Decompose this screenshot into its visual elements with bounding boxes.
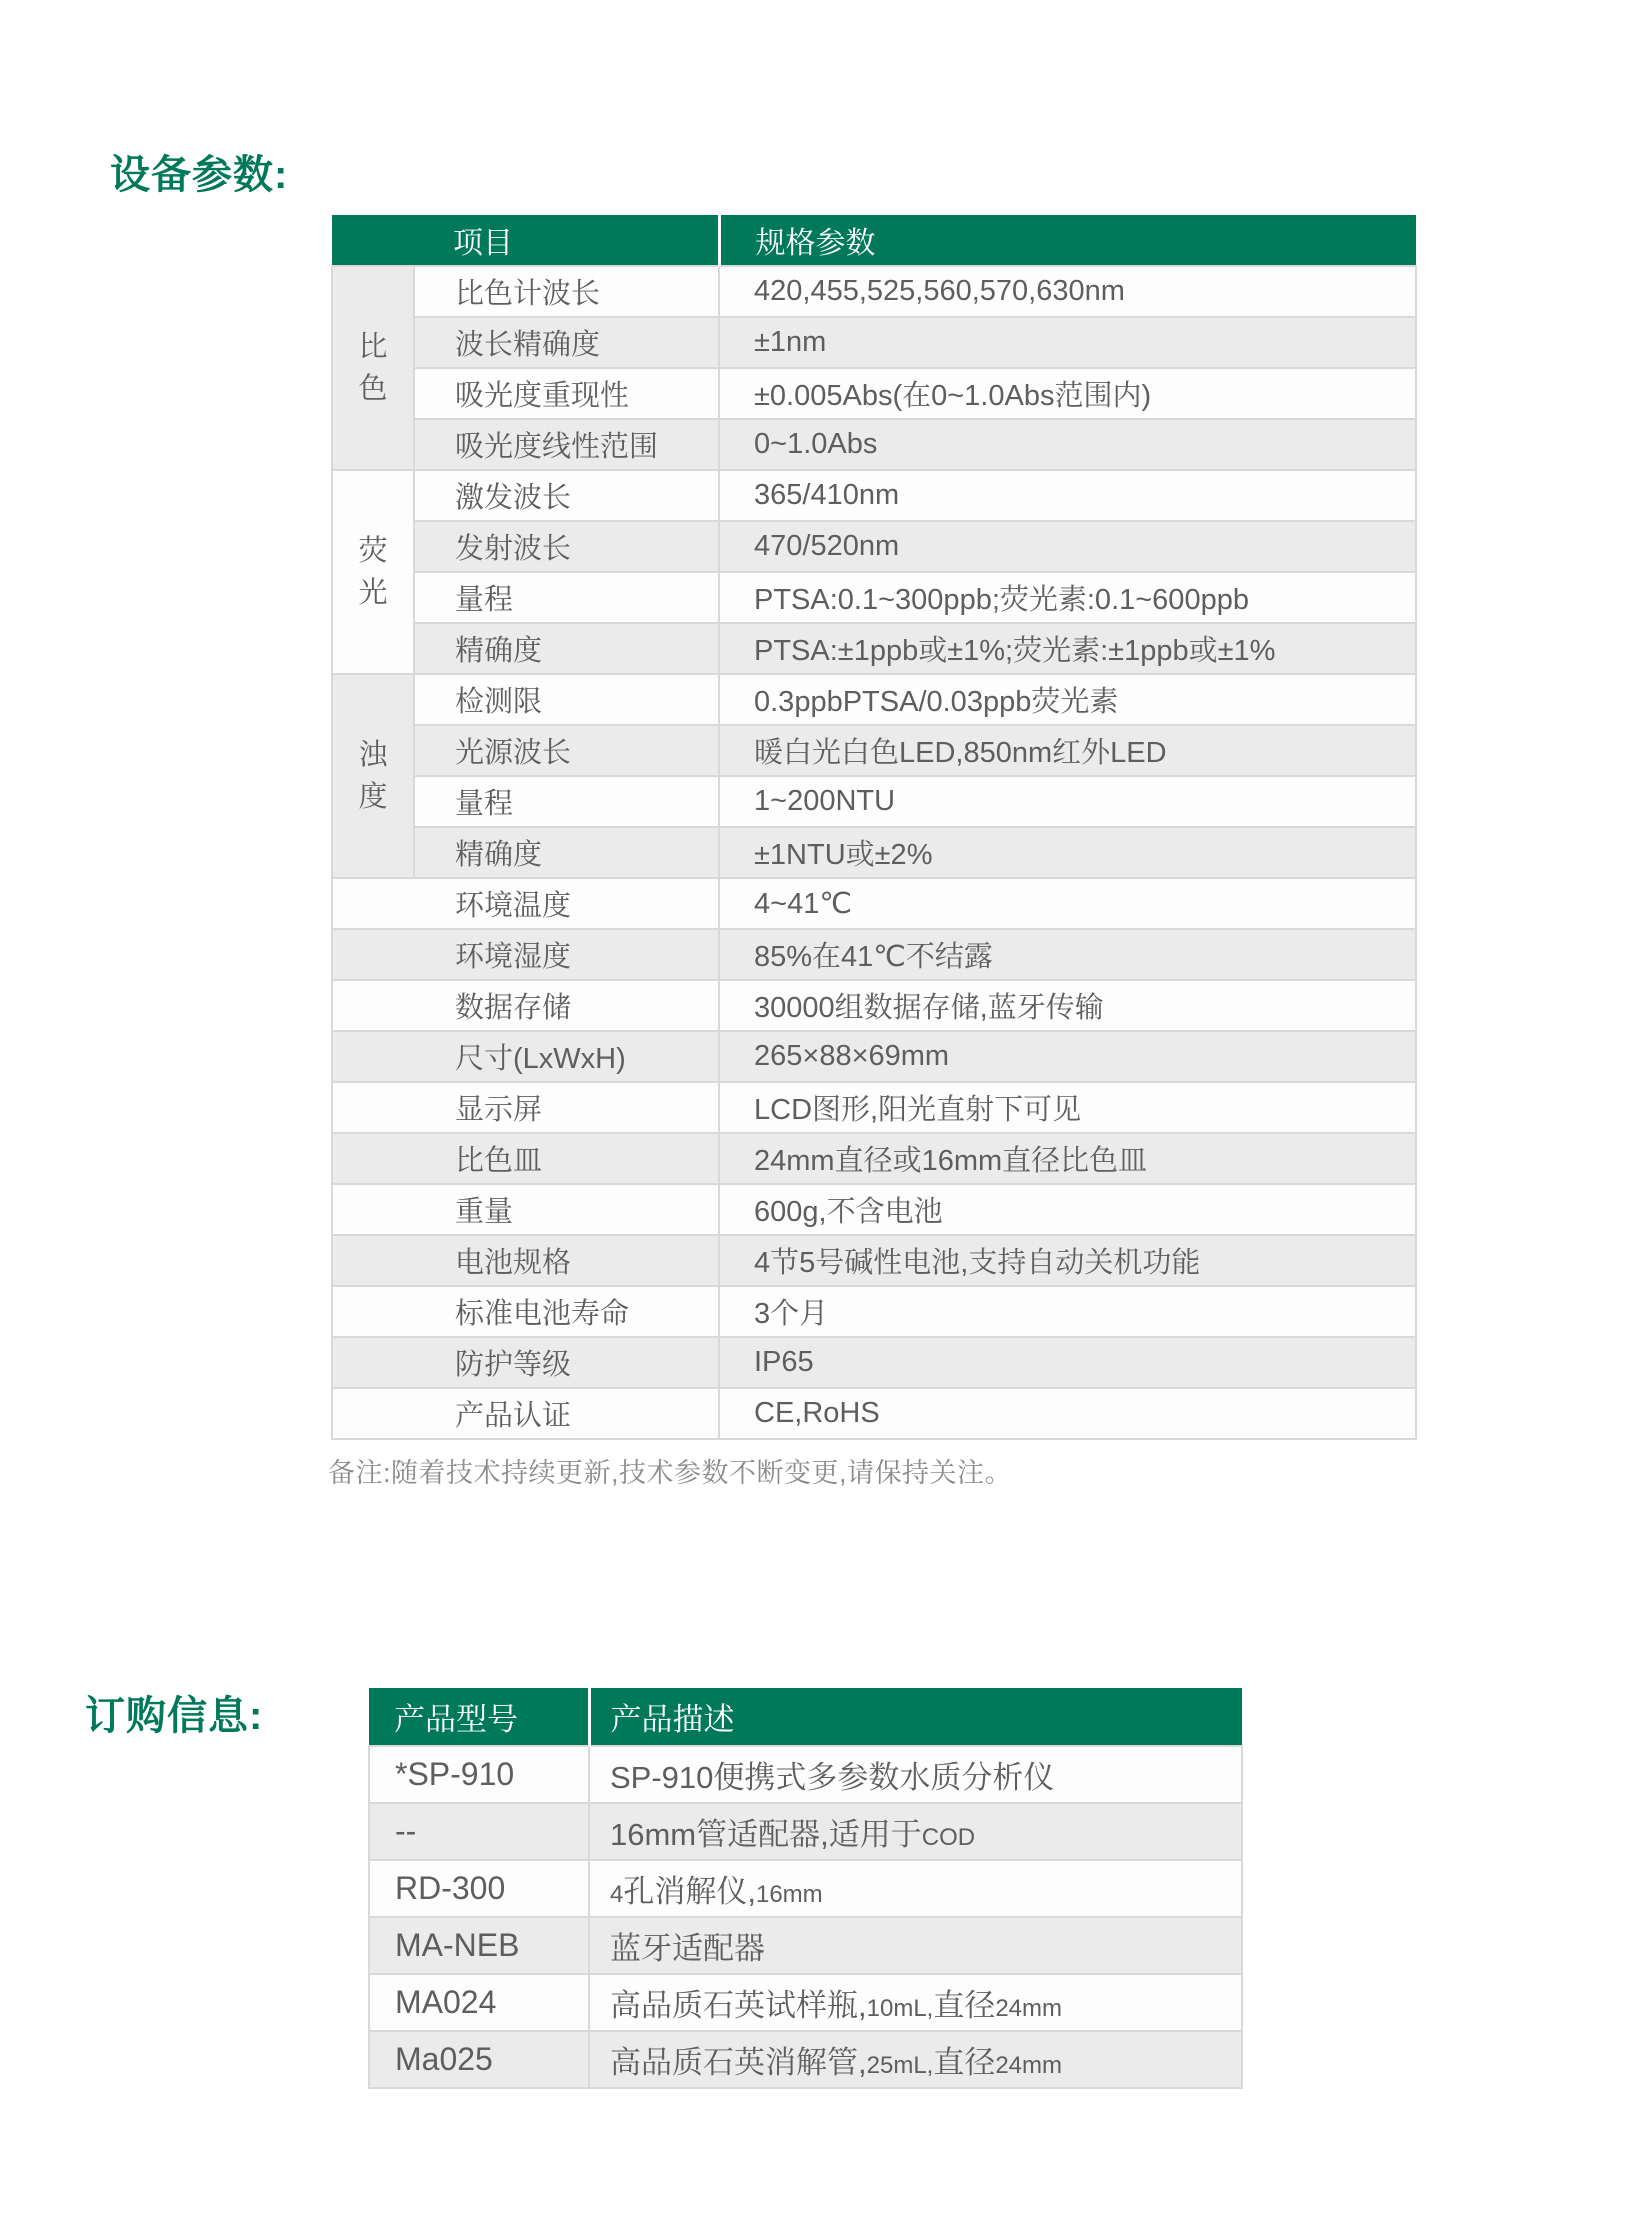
order-desc-segment: 16mm (755, 1881, 823, 1908)
order-model-cell: *SP-910 (369, 1746, 589, 1803)
order-desc-cell (589, 1746, 1242, 1803)
spec-row (332, 1388, 1416, 1439)
spec-value-cell: PTSA:0.1~300ppb;荧光素:0.1~600ppb (719, 572, 1416, 623)
order-model-cell: -- (369, 1803, 589, 1860)
spec-group-cell (332, 470, 414, 674)
spec-row (332, 1133, 1416, 1184)
spec-row (332, 317, 1416, 368)
spec-group-char: 荧 (358, 535, 388, 567)
spec-table-body (332, 266, 1416, 1439)
spec-item-cell: 电池规格 (332, 1235, 719, 1286)
spec-row (332, 776, 1416, 827)
spec-row (332, 1337, 1416, 1388)
spec-value-cell: 暖白光白色LED,850nm红外LED (719, 725, 1416, 776)
order-desc-segment: 10mL, (866, 1995, 934, 2022)
spec-value-cell: 0~1.0Abs (719, 419, 1416, 470)
order-desc-segment: 25mL, (866, 2052, 934, 2079)
spec-row (332, 1235, 1416, 1286)
spec-value-cell: 365/410nm (719, 470, 1416, 521)
spec-item-cell: 数据存储 (332, 980, 719, 1031)
order-desc-cell (589, 1917, 1242, 1974)
spec-note: 备注:随着技术持续更新,技术参数不断变更,请保持关注。 (328, 1458, 1013, 1488)
order-row (369, 1917, 1242, 1974)
spec-value-cell: 85%在41℃不结露 (719, 929, 1416, 980)
order-info-title: 订购信息: (85, 1694, 264, 1738)
order-model-cell: RD-300 (369, 1860, 589, 1917)
order-desc-segment: 24mm (995, 2052, 1063, 2079)
spec-item-cell: 量程 (414, 572, 719, 623)
order-desc-cell (589, 1803, 1242, 1860)
spec-row (332, 929, 1416, 980)
spec-value-cell: 600g,不含电池 (719, 1184, 1416, 1235)
spec-value-cell: ±0.005Abs(在0~1.0Abs范围内) (719, 368, 1416, 419)
order-row (369, 1746, 1242, 1803)
order-desc-cell (589, 2031, 1242, 2088)
order-header-model: 产品型号 (369, 1688, 589, 1746)
order-desc-segment: COD (921, 1824, 976, 1851)
spec-value-cell: 30000组数据存储,蓝牙传输 (719, 980, 1416, 1031)
spec-value-cell: ±1nm (719, 317, 1416, 368)
spec-row (332, 470, 1416, 521)
order-desc-segment: 直径 (933, 1988, 996, 2023)
spec-item-cell: 波长精确度 (414, 317, 719, 368)
spec-header-item: 项目 (332, 215, 719, 266)
spec-group-char: 色 (358, 373, 388, 405)
spec-item-cell: 激发波长 (414, 470, 719, 521)
spec-row (332, 878, 1416, 929)
spec-item-cell: 比色皿 (332, 1133, 719, 1184)
order-desc-cell (589, 1974, 1242, 2031)
order-desc-segment: 24mm (995, 1995, 1063, 2022)
order-header-row (369, 1688, 1242, 1746)
spec-value-cell: ±1NTU或±2% (719, 827, 1416, 878)
spec-row (332, 674, 1416, 725)
spec-value-cell: 470/520nm (719, 521, 1416, 572)
spec-item-cell: 光源波长 (414, 725, 719, 776)
spec-row (332, 1286, 1416, 1337)
order-row (369, 1803, 1242, 1860)
spec-value-cell: 3个月 (719, 1286, 1416, 1337)
spec-group-cell (332, 266, 414, 470)
spec-row (332, 521, 1416, 572)
order-desc-cell (589, 1860, 1242, 1917)
order-desc-segment: 孔消解仪, (623, 1874, 756, 1909)
order-desc-segment: 高品质石英试样瓶, (610, 1988, 867, 2023)
spec-value-cell: CE,RoHS (719, 1388, 1416, 1439)
spec-row (332, 419, 1416, 470)
spec-item-cell: 量程 (414, 776, 719, 827)
spec-value-cell: IP65 (719, 1337, 1416, 1388)
order-desc-segment: 16mm管适配器,适用于 (610, 1817, 922, 1852)
spec-value-cell: 420,455,525,560,570,630nm (719, 266, 1416, 317)
spec-row (332, 368, 1416, 419)
spec-value-cell: 0.3ppbPTSA/0.03ppb荧光素 (719, 674, 1416, 725)
spec-item-cell: 环境湿度 (332, 929, 719, 980)
spec-row (332, 725, 1416, 776)
order-desc-segment: 蓝牙适配器 (610, 1931, 765, 1966)
spec-row (332, 1184, 1416, 1235)
order-desc-segment: 4 (610, 1881, 624, 1908)
spec-row (332, 266, 1416, 317)
spec-item-cell: 产品认证 (332, 1388, 719, 1439)
device-params-title: 设备参数: (110, 153, 289, 197)
spec-group-char: 浊 (358, 739, 388, 771)
spec-item-cell: 吸光度线性范围 (414, 419, 719, 470)
spec-header-row (332, 215, 1416, 266)
order-table-body (369, 1746, 1242, 2088)
spec-group-char: 光 (358, 577, 388, 609)
order-desc-segment: 高品质石英消解管, (610, 2045, 867, 2080)
order-header-desc: 产品描述 (589, 1688, 1242, 1746)
spec-value-cell: 1~200NTU (719, 776, 1416, 827)
spec-row (332, 1031, 1416, 1082)
spec-item-cell: 防护等级 (332, 1337, 719, 1388)
spec-value-cell: 24mm直径或16mm直径比色皿 (719, 1133, 1416, 1184)
spec-value-cell: 4节5号碱性电池,支持自动关机功能 (719, 1235, 1416, 1286)
spec-item-cell: 显示屏 (332, 1082, 719, 1133)
spec-group-char: 度 (358, 781, 388, 813)
spec-row (332, 1082, 1416, 1133)
order-desc-segment: 直径 (933, 2045, 996, 2080)
spec-item-cell: 尺寸(LxWxH) (332, 1031, 719, 1082)
order-row (369, 2031, 1242, 2088)
spec-value-cell: 265×88×69mm (719, 1031, 1416, 1082)
spec-item-cell: 检测限 (414, 674, 719, 725)
spec-row (332, 572, 1416, 623)
spec-item-cell: 精确度 (414, 623, 719, 674)
device-params-table (331, 215, 1417, 1440)
spec-item-cell: 比色计波长 (414, 266, 719, 317)
spec-group-char: 比 (358, 331, 388, 363)
order-model-cell: MA024 (369, 1974, 589, 2031)
order-row (369, 1860, 1242, 1917)
spec-header-value: 规格参数 (719, 215, 1416, 266)
spec-row (332, 980, 1416, 1031)
order-info-table (368, 1688, 1243, 2089)
spec-item-cell: 精确度 (414, 827, 719, 878)
spec-value-cell: 4~41℃ (719, 878, 1416, 929)
spec-item-cell: 环境温度 (332, 878, 719, 929)
order-desc-segment: SP-910便携式多参数水质分析仪 (610, 1760, 1055, 1795)
spec-group-cell (332, 674, 414, 878)
order-row (369, 1974, 1242, 2031)
spec-item-cell: 标准电池寿命 (332, 1286, 719, 1337)
spec-row (332, 827, 1416, 878)
order-model-cell: Ma025 (369, 2031, 589, 2088)
spec-item-cell: 重量 (332, 1184, 719, 1235)
spec-item-cell: 发射波长 (414, 521, 719, 572)
spec-value-cell: PTSA:±1ppb或±1%;荧光素:±1ppb或±1% (719, 623, 1416, 674)
order-model-cell: MA-NEB (369, 1917, 589, 1974)
spec-row (332, 623, 1416, 674)
spec-value-cell: LCD图形,阳光直射下可见 (719, 1082, 1416, 1133)
spec-item-cell: 吸光度重现性 (414, 368, 719, 419)
